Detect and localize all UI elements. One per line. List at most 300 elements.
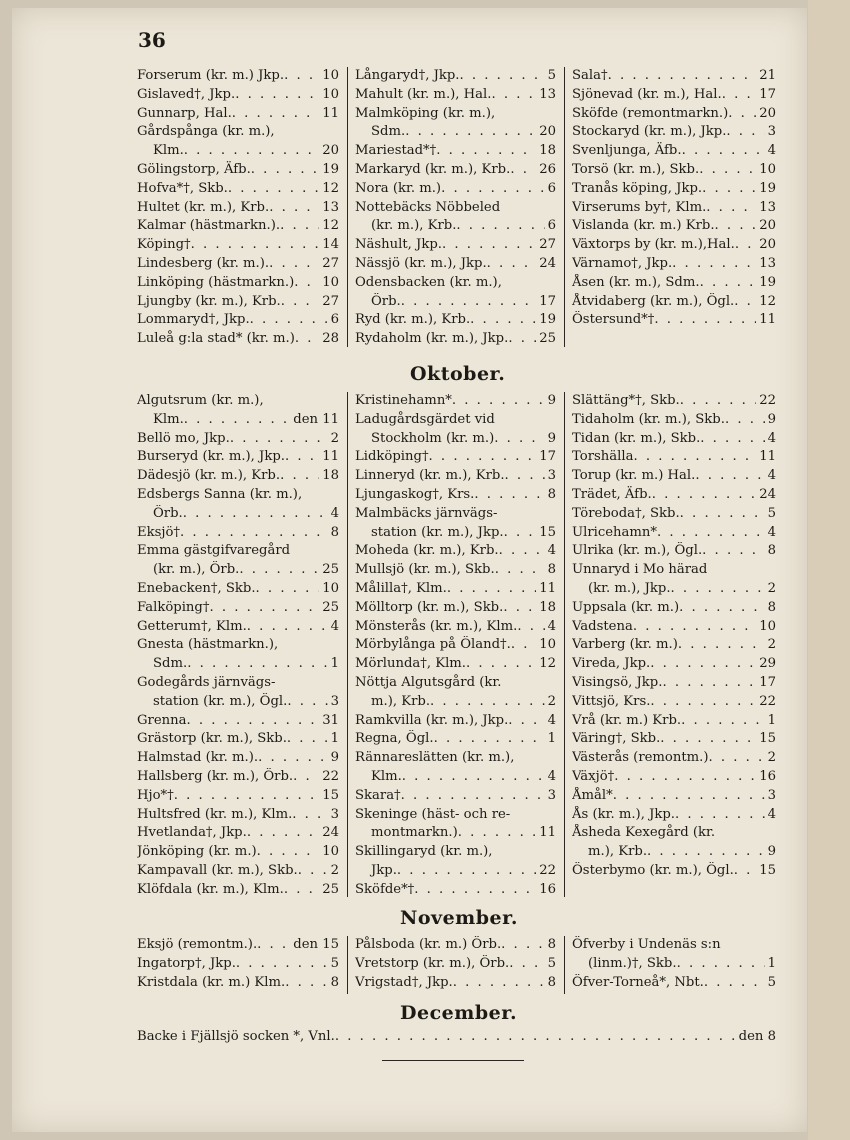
- place-name: Värnamo†, Jkp.: [572, 255, 673, 271]
- market-day: 28: [322, 331, 339, 347]
- list-item: [572, 749, 776, 768]
- place-name: Hofva*†, Skb.: [137, 180, 228, 196]
- market-day: 10: [322, 580, 339, 596]
- place-name: Mahult (kr. m.), Hal.: [355, 86, 492, 102]
- list-item: [572, 311, 776, 330]
- place-name: Hallsberg (kr. m.), Örb.: [137, 768, 294, 784]
- place-name: Kristdala (kr. m.) Klm.: [137, 974, 286, 990]
- list-item: [355, 255, 556, 274]
- place-name: Skara†: [355, 787, 401, 803]
- list-item: [137, 161, 339, 180]
- market-day: 9: [547, 430, 556, 446]
- market-day: den 8: [738, 1029, 776, 1044]
- list-item: [355, 936, 556, 955]
- list-item: [355, 448, 556, 467]
- list-item: [355, 486, 556, 505]
- market-day: 17: [759, 674, 776, 690]
- list-item: [572, 293, 776, 312]
- place-name: Mörbylånga på Öland†.: [355, 637, 511, 653]
- place-name: Mariestad*†: [355, 143, 437, 159]
- place-name: Hultet (kr. m.), Krb.: [137, 199, 270, 215]
- place-name: Klm.: [153, 411, 184, 427]
- market-day: 10: [759, 161, 776, 177]
- list-item: [355, 955, 556, 974]
- market-day: 18: [539, 599, 556, 615]
- market-day: 3: [547, 468, 556, 484]
- place-name: Torup (kr. m.) Hal.: [572, 468, 696, 484]
- place-name: Vireda, Jkp.: [572, 656, 651, 672]
- list-item: [572, 142, 776, 161]
- place-name: Pålsboda (kr. m.) Örb.: [355, 937, 502, 952]
- place-name: Jönköping (kr. m.): [137, 844, 257, 860]
- list-item: [572, 392, 776, 411]
- place-name: Burseryd (kr. m.), Jkp.: [137, 449, 285, 465]
- place-name: Getterum†, Klm.: [137, 618, 247, 634]
- place-name: Torshälla: [572, 449, 634, 465]
- market-day: 10: [322, 844, 339, 860]
- place-name: Tidaholm (kr. m.), Skb.: [572, 411, 725, 427]
- place-name: Örb.: [153, 505, 183, 521]
- leader-dots: [187, 655, 327, 674]
- leader-dots: [487, 255, 537, 274]
- leader-dots: [335, 1028, 736, 1047]
- list-item: [355, 674, 556, 712]
- place-name: Godegårds järnvägs-: [137, 674, 276, 690]
- market-day: 6: [547, 180, 556, 196]
- list-item: [355, 105, 556, 143]
- list-item: [355, 505, 556, 543]
- list-item: [137, 749, 339, 768]
- list-item: [572, 974, 776, 993]
- place-name: Uppsala (kr. m.): [572, 599, 680, 615]
- end-rule: [382, 1060, 524, 1061]
- list-item: [572, 105, 776, 124]
- list-item: [572, 467, 776, 486]
- list-item: [572, 123, 776, 142]
- place-name: Klm.: [153, 143, 184, 159]
- leader-dots: [250, 311, 328, 330]
- list-item: [355, 142, 556, 161]
- leader-dots: [402, 768, 545, 787]
- list-item: [137, 787, 339, 806]
- place-name: station (kr. m.), Ögl.: [153, 693, 288, 709]
- leader-dots: [734, 293, 756, 312]
- list-item: [572, 236, 776, 255]
- leader-dots: [235, 86, 319, 105]
- market-day: 1: [767, 712, 776, 728]
- place-name: Vretstorp (kr. m.), Örb.: [355, 955, 510, 971]
- leader-dots: [495, 561, 545, 580]
- leader-dots: [728, 105, 756, 124]
- market-day: 8: [547, 562, 556, 578]
- market-day: 3: [767, 787, 776, 803]
- leader-dots: [183, 505, 328, 524]
- market-day: 8: [330, 974, 339, 990]
- market-day: 6: [547, 218, 556, 234]
- list-item: [137, 806, 339, 825]
- column-divider: [347, 392, 348, 897]
- leader-dots: [191, 236, 320, 255]
- market-day: 27: [322, 293, 339, 309]
- list-item: [137, 712, 339, 731]
- list-item: [355, 561, 556, 580]
- leader-dots: [247, 618, 328, 637]
- list-item: [137, 1028, 776, 1047]
- place-name: Enebacken†, Skb.: [137, 580, 256, 596]
- market-day: 2: [547, 693, 556, 709]
- place-name: Ljungaskog†, Krs.: [355, 486, 475, 502]
- place-name: station (kr. m.), Jkp.: [371, 524, 504, 540]
- place-name: Ljungby (kr. m.), Krb.: [137, 293, 281, 309]
- list-item: [137, 824, 339, 843]
- place-name: Nässjö (kr. m.), Jkp.: [355, 255, 487, 271]
- place-name: Mölltorp (kr. m.), Skb.: [355, 599, 504, 615]
- leader-dots: [458, 824, 536, 843]
- place-name: Hultsfred (kr. m.), Klm.: [137, 806, 293, 822]
- market-day: 11: [322, 449, 339, 465]
- market-day: 5: [547, 68, 556, 83]
- place-name: Åsen (kr. m.), Sdm.: [572, 274, 700, 290]
- market-day: 22: [759, 393, 776, 408]
- leader-dots: [180, 524, 328, 543]
- list-item: [137, 180, 339, 199]
- list-item: [355, 236, 556, 255]
- leader-dots: [232, 105, 319, 124]
- list-item: [355, 806, 556, 844]
- december-entry: [137, 1028, 776, 1047]
- leader-dots: [491, 86, 536, 105]
- leader-dots: [239, 561, 319, 580]
- market-day: 27: [322, 255, 339, 271]
- leader-dots: [499, 542, 545, 561]
- leader-dots: [511, 636, 536, 655]
- leader-dots: [436, 142, 536, 161]
- leader-dots: [285, 974, 327, 993]
- place-name: montmarkn.): [371, 825, 458, 841]
- place-name: Östersund*†: [572, 312, 655, 328]
- market-day: 24: [759, 486, 776, 502]
- leader-dots: [287, 730, 328, 749]
- leader-dots: [187, 712, 320, 731]
- market-day: 2: [767, 637, 776, 653]
- list-item: [572, 618, 776, 637]
- list-item: [137, 862, 339, 881]
- market-day: 24: [322, 825, 339, 841]
- list-item: [137, 105, 339, 124]
- list-item: [355, 411, 556, 449]
- list-column: [355, 936, 556, 992]
- place-name: Långaryd†, Jkp.: [355, 68, 460, 83]
- leader-dots: [680, 505, 765, 524]
- leader-dots: [281, 293, 319, 312]
- market-day: 20: [539, 124, 556, 140]
- list-item: [137, 123, 339, 161]
- market-day: 10: [539, 637, 556, 653]
- leader-dots: [726, 123, 764, 142]
- list-item: [572, 255, 776, 274]
- list-item: [572, 787, 776, 806]
- place-name: Åmål*: [572, 787, 613, 803]
- place-name: Lommaryd†, Jkp.: [137, 312, 250, 328]
- place-name: Vrigstad†, Jkp.: [355, 974, 453, 990]
- leader-dots: [258, 749, 328, 768]
- leader-dots: [228, 180, 319, 199]
- market-day: 10: [759, 618, 776, 634]
- leader-dots: [460, 67, 545, 86]
- place-name: Tranås köping, Jkp.: [572, 180, 703, 196]
- place-name: Torsö (kr. m.), Skb.: [572, 161, 700, 177]
- market-day: 13: [322, 199, 339, 215]
- place-name: Algutsrum (kr. m.),: [137, 393, 264, 408]
- market-day: 25: [539, 331, 556, 347]
- leader-dots: [442, 236, 536, 255]
- list-item: [572, 768, 776, 787]
- leader-dots: [236, 955, 328, 974]
- list-item: [572, 524, 776, 543]
- leader-dots: [280, 467, 319, 486]
- place-name: Eksjö†: [137, 524, 181, 540]
- place-name: Nora (kr. m.): [355, 180, 442, 196]
- leader-dots: [678, 636, 765, 655]
- leader-dots: [633, 618, 756, 637]
- place-name: Edsbergs Sanna (kr. m.),: [137, 486, 303, 502]
- leader-dots: [292, 806, 327, 825]
- place-name: Slättäng*†, Skb.: [572, 393, 680, 408]
- market-day: 18: [322, 468, 339, 484]
- list-item: [572, 199, 776, 218]
- market-day: 13: [539, 86, 556, 102]
- list-item: [137, 392, 339, 430]
- list-item: [137, 580, 339, 599]
- market-day: 25: [322, 562, 339, 578]
- list-item: [355, 843, 556, 881]
- place-name: Sköfde*†: [355, 881, 415, 897]
- place-name: Gölingstorp, Äfb.: [137, 161, 251, 177]
- market-day: 15: [759, 731, 776, 747]
- leader-dots: [434, 730, 545, 749]
- market-day: 8: [330, 524, 339, 540]
- place-name: Unnaryd i Mo härad: [572, 562, 708, 578]
- leader-dots: [397, 862, 536, 881]
- month-heading-december: December.: [400, 1002, 518, 1024]
- place-name: Malmbäcks järnvägs-: [355, 505, 498, 521]
- list-item: [572, 505, 776, 524]
- leader-dots: [682, 142, 765, 161]
- leader-dots: [700, 274, 757, 293]
- leader-dots: [647, 843, 765, 862]
- place-name: Dädesjö (kr. m.), Krb.: [137, 468, 281, 484]
- list-item: [572, 599, 776, 618]
- place-name: Vittsjö, Krs.: [572, 693, 651, 709]
- market-day: 4: [767, 143, 776, 159]
- place-name: Rydaholm (kr. m.), Jkp.: [355, 331, 509, 347]
- leader-dots: [677, 955, 765, 974]
- place-name: Västerås (remontm.): [572, 750, 709, 766]
- list-item: [355, 86, 556, 105]
- market-day: 8: [767, 543, 776, 559]
- place-name: Sdm.: [153, 656, 188, 672]
- market-day: 15: [759, 862, 776, 878]
- leader-dots: [287, 693, 327, 712]
- place-name: Gislaved†, Jkp.: [137, 86, 236, 102]
- list-item: [355, 599, 556, 618]
- list-item: [355, 274, 556, 312]
- list-item: [572, 561, 776, 599]
- place-name: Grenna: [137, 712, 187, 728]
- place-name: Ulrika (kr. m.), Ögl.: [572, 543, 703, 559]
- market-day: 4: [767, 806, 776, 822]
- market-day: 22: [322, 768, 339, 784]
- place-name: Vislanda (kr. m.) Krb.: [572, 218, 715, 234]
- list-item: [137, 86, 339, 105]
- list-item: [137, 524, 339, 543]
- place-name: Kristinehamn*: [355, 393, 452, 408]
- market-day: 13: [759, 255, 776, 271]
- market-day: 19: [322, 161, 339, 177]
- list-item: [572, 180, 776, 199]
- place-name: Emma gästgifvaregård: [137, 543, 291, 559]
- place-name: Grästorp (kr. m.), Skb.: [137, 731, 287, 747]
- list-item: [137, 217, 339, 236]
- place-name: Hjo*†: [137, 787, 174, 803]
- list-item: [572, 730, 776, 749]
- list-item: [137, 274, 339, 293]
- market-day: 26: [539, 161, 556, 177]
- place-name: Linköping (hästmarkn.): [137, 274, 295, 290]
- market-day: 25: [322, 881, 339, 897]
- market-day: 9: [767, 411, 776, 427]
- leader-dots: [184, 142, 319, 161]
- market-day: 11: [759, 449, 776, 465]
- leader-dots: [633, 448, 756, 467]
- leader-dots: [257, 843, 320, 862]
- leader-dots: [508, 330, 536, 349]
- place-name: Skeninge (häst- och re-: [355, 806, 511, 822]
- place-name: Lidköping†: [355, 449, 429, 465]
- leader-dots: [269, 199, 319, 218]
- leader-dots: [650, 693, 756, 712]
- leader-dots: [608, 67, 757, 86]
- place-name: Sdm.: [371, 124, 406, 140]
- column-divider: [347, 936, 348, 994]
- list-item: [572, 67, 776, 86]
- list-item: [137, 955, 339, 974]
- place-name: Gnesta (hästmarkn.),: [137, 637, 279, 653]
- market-day: 1: [547, 731, 556, 747]
- market-day: 6: [330, 312, 339, 328]
- leader-dots: [401, 787, 545, 806]
- list-item: [137, 430, 339, 449]
- place-name: Växjö†: [572, 768, 615, 784]
- place-name: Öfver-Torneå*, Nbt.: [572, 974, 704, 990]
- market-day: 20: [759, 237, 776, 253]
- market-day: 29: [759, 656, 776, 672]
- market-day: 20: [322, 143, 339, 159]
- market-day: 2: [767, 580, 776, 596]
- leader-dots: [613, 787, 765, 806]
- list-item: [355, 618, 556, 637]
- market-day: 18: [539, 143, 556, 159]
- market-day: 20: [759, 105, 776, 121]
- leader-dots: [675, 806, 765, 825]
- list-item: [572, 862, 776, 881]
- list-item: [137, 255, 339, 274]
- list-column: [355, 392, 556, 900]
- leader-dots: [174, 787, 320, 806]
- place-name: Svenljunga, Äfb.: [572, 143, 682, 159]
- column-divider: [347, 67, 348, 347]
- market-day: den 15: [293, 937, 339, 952]
- leader-dots: [184, 411, 291, 430]
- market-day: 4: [547, 768, 556, 784]
- list-item: [355, 730, 556, 749]
- market-day: 2: [330, 862, 339, 878]
- leader-dots: [699, 161, 756, 180]
- leader-dots: [680, 392, 756, 411]
- leader-dots: [704, 974, 765, 993]
- market-day: 27: [539, 237, 556, 253]
- list-column: [572, 67, 776, 330]
- place-name: (linm.)†, Skb.: [588, 955, 677, 971]
- place-name: Klöfdala (kr. m.), Klm.: [137, 881, 284, 897]
- list-item: [355, 392, 556, 411]
- place-name: Lindesberg (kr. m.).: [137, 255, 270, 271]
- place-name: Österbymo (kr. m.), Ögl.: [572, 862, 734, 878]
- place-name: Falköping†: [137, 599, 210, 615]
- leader-dots: [501, 936, 544, 955]
- market-day: 5: [330, 955, 339, 971]
- place-name: Klm.: [371, 768, 402, 784]
- place-name: Ulricehamn*: [572, 524, 657, 540]
- leader-dots: [509, 955, 544, 974]
- list-item: [355, 180, 556, 199]
- list-item: [137, 199, 339, 218]
- place-name: Regna, Ögl.: [355, 731, 434, 747]
- leader-dots: [298, 862, 328, 881]
- market-day: 1: [767, 955, 776, 971]
- place-name: Ryd (kr. m.), Krb.: [355, 312, 471, 328]
- place-name: (kr. m.), Örb.: [153, 562, 240, 578]
- place-name: Moheda (kr. m.), Krb.: [355, 543, 499, 559]
- place-name: Kalmar (hästmarkn.).: [137, 218, 281, 234]
- list-item: [572, 86, 776, 105]
- place-name: Forserum (kr. m.) Jkp.: [137, 68, 285, 83]
- place-name: Malmköping (kr. m.),: [355, 105, 496, 121]
- place-name: Nottebäcks Nöbbeled: [355, 199, 501, 215]
- place-name: Öfverby i Undenäs s:n: [572, 937, 721, 952]
- leader-dots: [452, 392, 545, 411]
- list-item: [355, 161, 556, 180]
- leader-dots: [256, 580, 320, 599]
- leader-dots: [453, 974, 545, 993]
- market-day: 24: [539, 255, 556, 271]
- place-name: Luleå g:la stad* (kr. m.): [137, 331, 295, 347]
- market-day: 17: [539, 293, 556, 309]
- market-day: 2: [330, 430, 339, 446]
- list-item: [355, 467, 556, 486]
- market-day: den 11: [293, 411, 339, 427]
- list-item: [355, 749, 556, 787]
- leader-dots: [284, 881, 319, 900]
- leader-dots: [695, 467, 764, 486]
- market-day: 3: [330, 806, 339, 822]
- leader-dots: [510, 161, 536, 180]
- place-name: Trädet, Äfb.: [572, 486, 652, 502]
- leader-dots: [209, 599, 319, 618]
- leader-dots: [650, 655, 756, 674]
- place-name: Stockaryd (kr. m.), Jkp.: [572, 124, 727, 140]
- list-item: [572, 217, 776, 236]
